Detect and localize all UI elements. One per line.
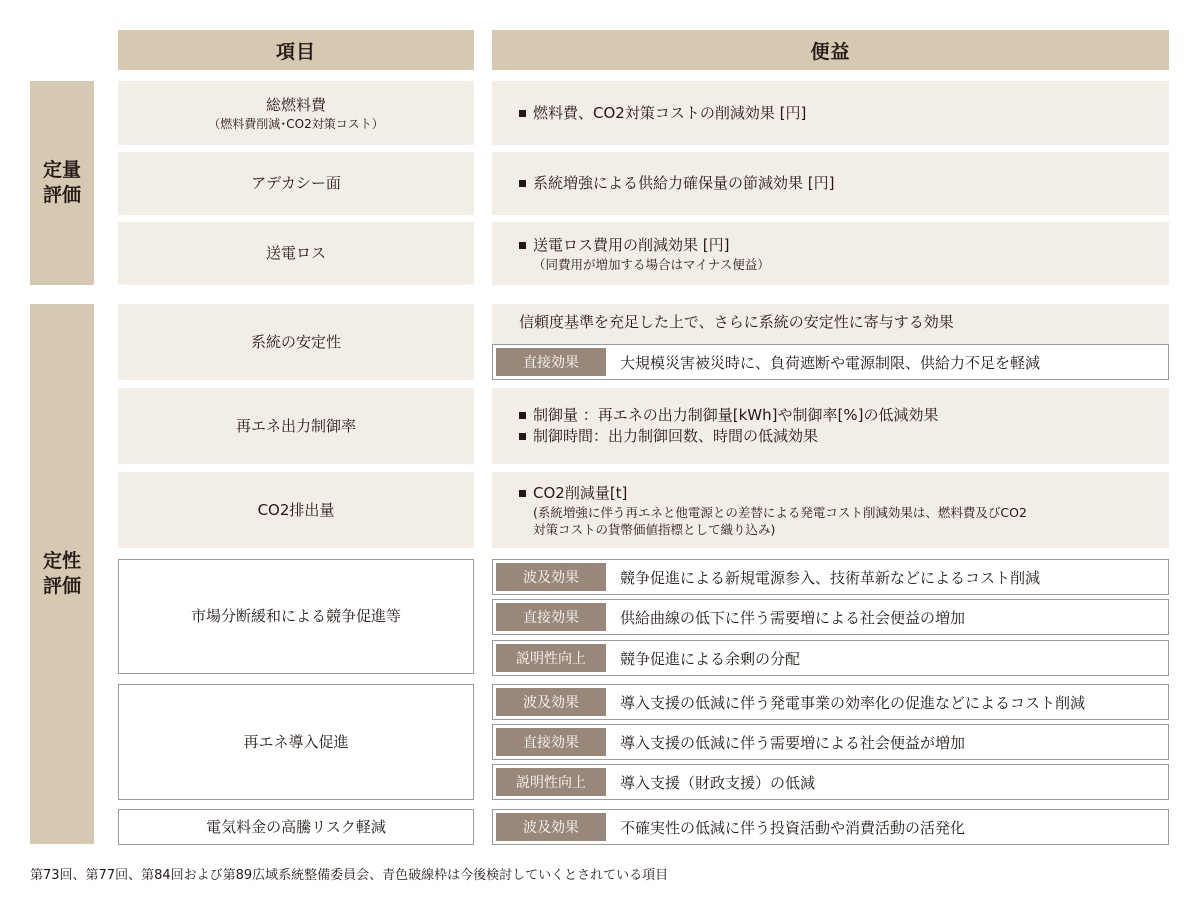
effect-text: 競争促進による新規電源参入、技術革新などによるコスト削減: [620, 568, 1041, 587]
item-loss: 送電ロス: [118, 222, 474, 285]
item-price-risk: 電気料金の高騰リスク軽減: [118, 809, 474, 845]
item-curtailment: 再エネ出力制御率: [118, 388, 474, 464]
benefit-loss-text: 送電ロス費用の削減効果 [円]: [519, 235, 1169, 256]
category-quantitative: [30, 81, 94, 285]
effect-stability-direct: [492, 344, 1169, 380]
benefit-curtailment-line1: 制御量 ：再エネの出力制御量[kWh]や制御率[%]の低減効果: [519, 405, 1169, 426]
item-market: 市場分断緩和による競争促進等: [118, 559, 474, 674]
benefit-adequacy-text: 系統増強による供給力確保量の節減効果 [円]: [519, 173, 1169, 194]
effect-renew-direct: [492, 724, 1169, 760]
effect-market-explain: [492, 640, 1169, 676]
effect-text: 導入支援の低減に伴う需要増による社会便益が増加: [620, 733, 966, 752]
effect-market-ripple: [492, 559, 1169, 595]
benefit-co2: [492, 472, 1169, 548]
tag-ripple: 波及効果: [496, 813, 606, 841]
item-adequacy: アデカシー面: [118, 152, 474, 215]
category-qualitative-line1: 定性: [42, 550, 81, 572]
tag-direct: 直接効果: [496, 603, 606, 631]
effect-text: 大規模災害被災時に、負荷遮断や電源制限、供給力不足を軽減: [620, 353, 1041, 372]
benefit-fuel: [492, 81, 1169, 145]
effect-renew-ripple: [492, 684, 1169, 720]
benefit-co2-note-1: (系統増強に伴う再エネと他電源との差替による発電コスト削減効果は、燃料費及びCO2: [533, 504, 1027, 520]
benefit-curtailment-line2: 制御時間：出力制御回数、時間の低減効果: [519, 426, 1169, 447]
item-fuel-title: 総燃料費: [265, 95, 326, 114]
benefit-stability-intro: 信頼度基準を充足した上で、さらに系統の安定性に寄与する効果: [519, 313, 954, 331]
item-renewable: 再エネ導入促進: [118, 684, 474, 800]
benefit-curtailment: [492, 388, 1169, 464]
item-co2: CO2排出量: [118, 472, 474, 548]
benefit-co2-text: CO2削減量[t]: [519, 483, 1169, 504]
tag-ripple: 波及効果: [496, 688, 606, 716]
header-benefit: 便益: [492, 30, 1169, 70]
effect-text: 供給曲線の低下に伴う需要増による社会便益の増加: [620, 608, 966, 627]
effect-text: 競争促進による余剰の分配: [620, 649, 801, 668]
tag-direct: 直接効果: [496, 728, 606, 756]
effect-text: 導入支援（財政支援）の低減: [620, 773, 816, 792]
benefit-stability: [492, 304, 1169, 380]
benefit-loss: [492, 222, 1169, 285]
category-qualitative: [30, 304, 94, 844]
benefit-adequacy: [492, 152, 1169, 215]
tag-explain: 説明性向上: [496, 644, 606, 672]
category-qualitative-line2: 評価: [42, 575, 81, 597]
tag-explain: 説明性向上: [496, 768, 606, 796]
tag-direct: 直接効果: [496, 348, 606, 376]
item-fuel-sub: （燃料費削減･CO2対策コスト）: [208, 116, 384, 131]
item-fuel: [118, 81, 474, 145]
effect-market-direct: [492, 599, 1169, 635]
benefit-loss-note: （同費用が増加する場合はマイナス便益）: [533, 256, 770, 272]
benefit-co2-note-2: 対策コストの貨幣価値指標として織り込み): [533, 521, 776, 537]
category-quantitative-line1: 定量: [42, 159, 81, 181]
effect-text: 不確実性の低減に伴う投資活動や消費活動の活発化: [620, 818, 966, 837]
item-stability: 系統の安定性: [118, 304, 474, 380]
effect-renew-explain: [492, 764, 1169, 800]
effect-price-ripple: [492, 809, 1169, 845]
category-quantitative-line2: 評価: [42, 184, 81, 206]
header-item: 項目: [118, 30, 474, 70]
benefit-fuel-text: 燃料費、CO2対策コストの削減効果 [円]: [519, 103, 1169, 124]
footnote: 第73回、第77回、第84回および第89広域系統整備委員会、青色破線枠は今後検討していくとされている項目: [30, 868, 669, 883]
tag-ripple: 波及効果: [496, 563, 606, 591]
effect-text: 導入支援の低減に伴う発電事業の効率化の促進などによるコスト削減: [620, 693, 1086, 712]
